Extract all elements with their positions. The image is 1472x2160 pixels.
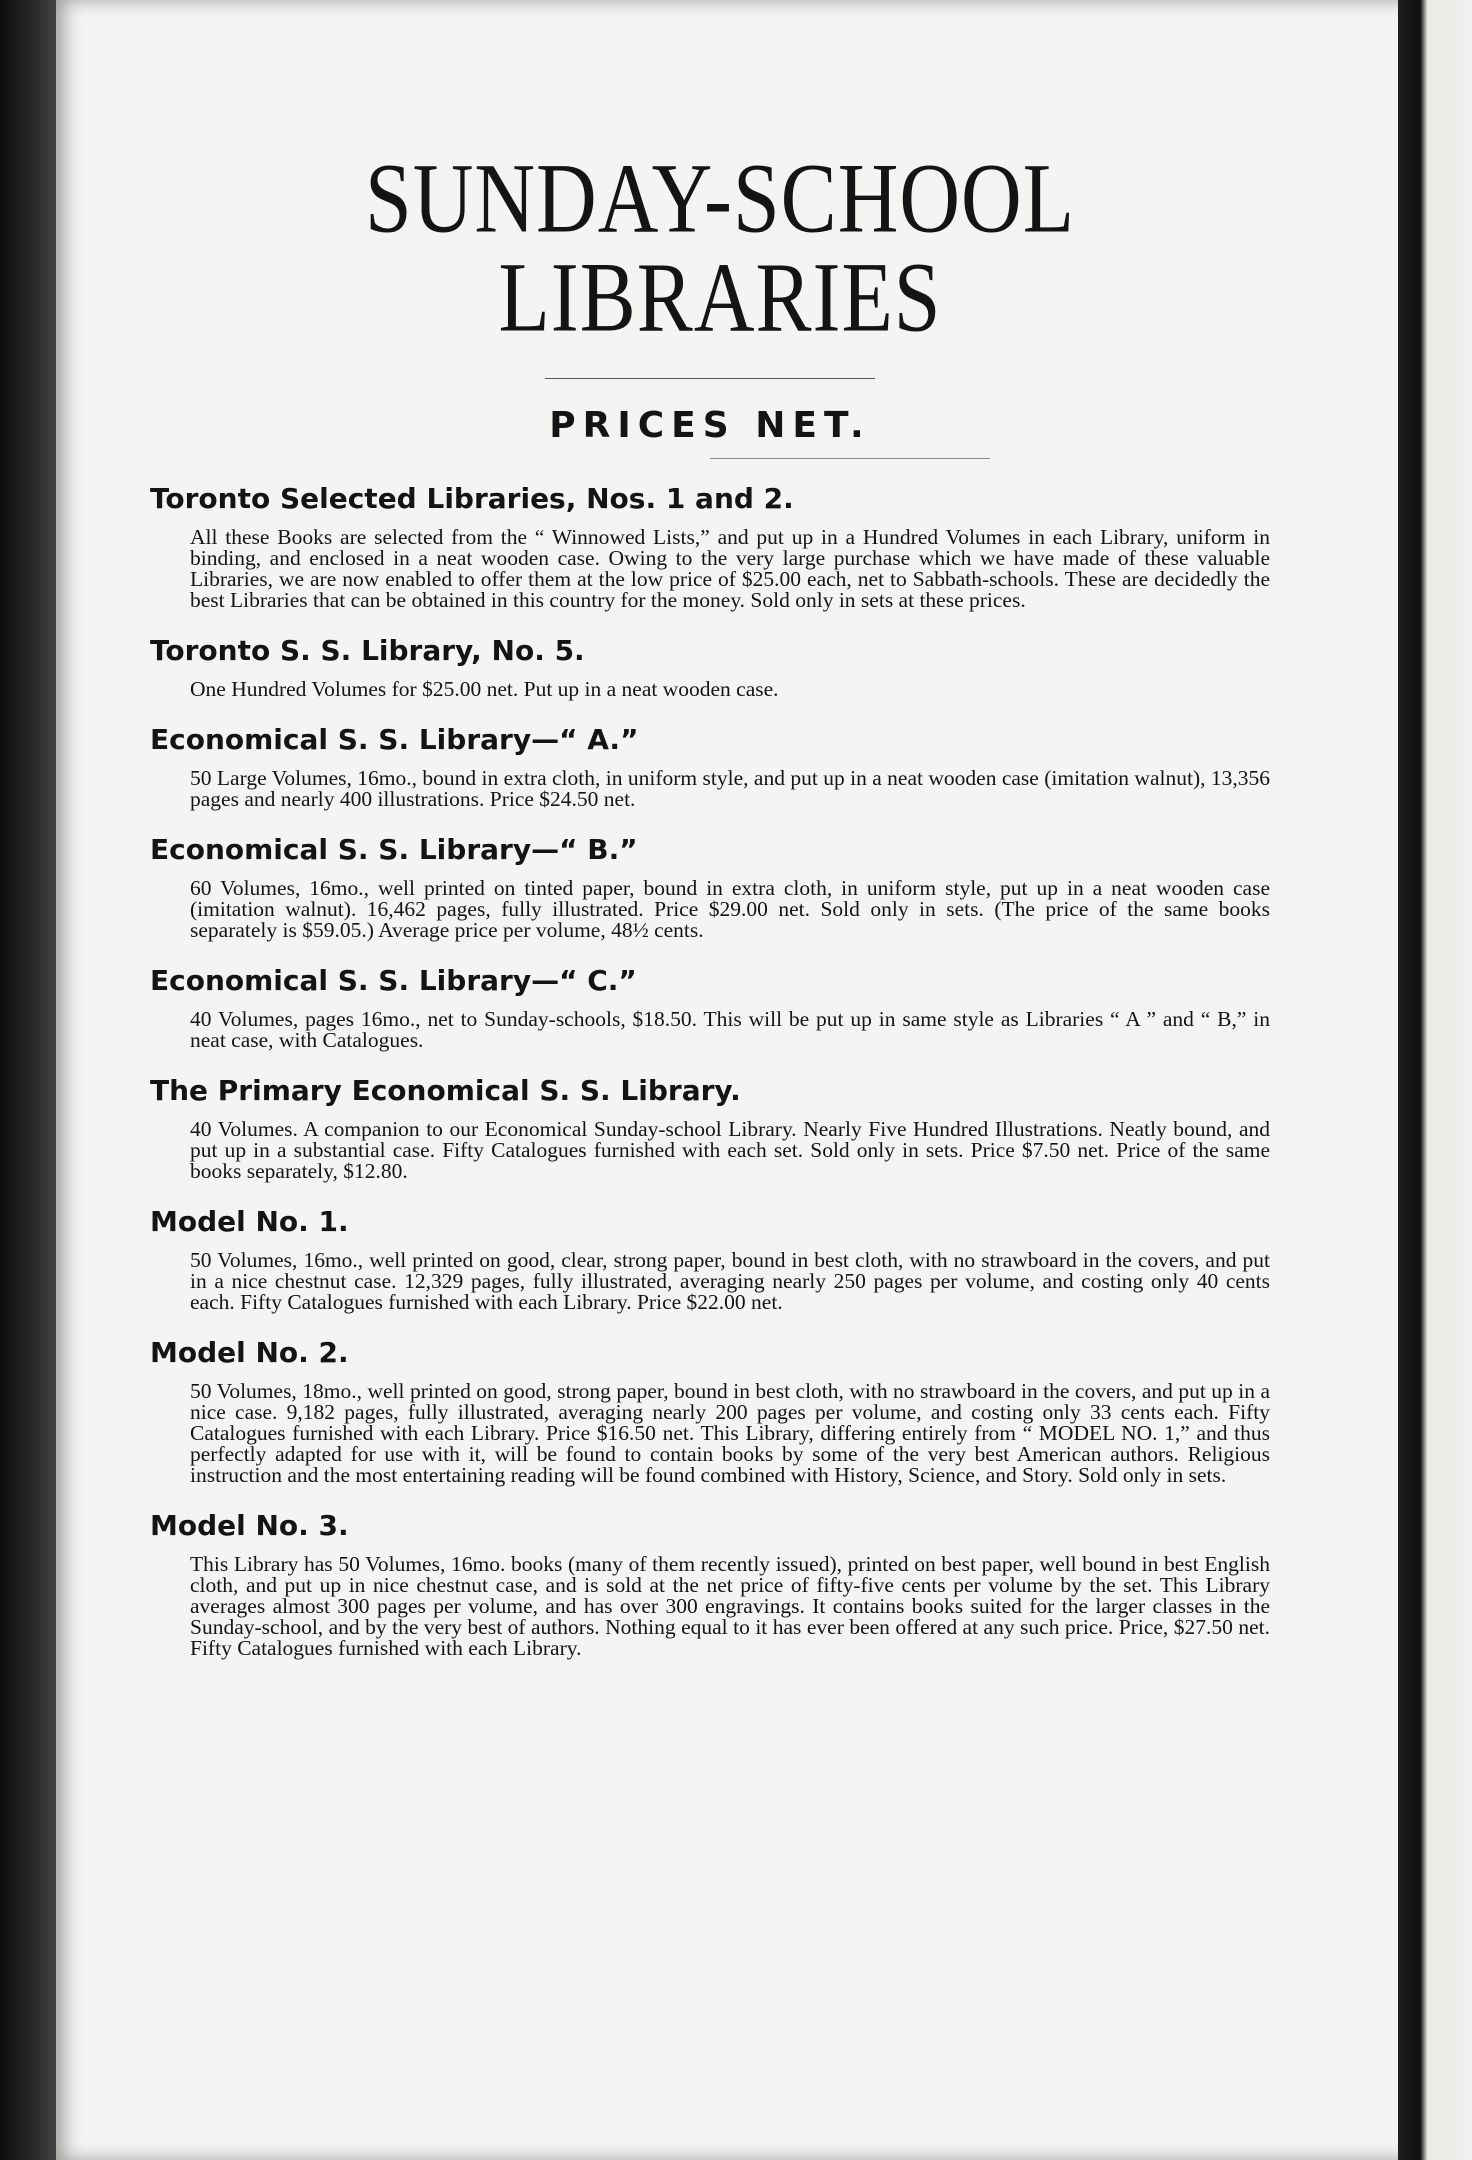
section-economical-a bbox=[150, 722, 1270, 810]
section-body: 50 Volumes, 18mo., well printed on good, strong paper, bound in best cloth, with no strawboard in the covers, and put up in a nice case. 9,182 pages, fully illustrated, averaging nearly 200 pages per volume, and costing only 33 cents each. Fifty Catalogues furnished with each Library. Price $16.50 net. This Library, differing entirely from “ MODEL NO. 1,” and thus perfectly adapted for use with it, will be found to contain books by some of the very best American authors. Religious instruction and the most entertaining reading will be found combined with History, Science, and Story. Sold only in sets. bbox=[190, 1379, 1270, 1487]
section-body: One Hundred Volumes for $25.00 net. Put up in a neat wooden case. bbox=[190, 677, 779, 701]
page-subtitle: PRICES NET. bbox=[549, 405, 871, 446]
section-primary-economical bbox=[150, 1073, 1270, 1182]
section-body: 40 Volumes. A companion to our Economical Sunday-school Library. Nearly Five Hundred Illustrations. Neatly bound, and put up in a substantial case. Fifty Catalogues furnished with each set. Sold only in sets. Price $7.50 net. Price of the same books separately, $12.80. bbox=[190, 1117, 1270, 1183]
page-title: SUNDAY-SCHOOL LIBRARIES bbox=[364, 144, 1076, 353]
section-economical-b bbox=[150, 832, 1270, 941]
section-heading: Economical S. S. Library—“ B.” bbox=[150, 833, 638, 866]
section-heading: Toronto S. S. Library, No. 5. bbox=[150, 634, 585, 667]
title-divider bbox=[545, 378, 875, 379]
section-toronto-selected bbox=[150, 481, 1270, 611]
section-economical-c bbox=[150, 963, 1270, 1051]
section-body: This Library has 50 Volumes, 16mo. books (many of them recently issued), printed on best paper, well bound in best English cloth, and put up in nice chestnut case, and is sold at the net price of fifty-five cents per volume by the set. This Library averages almost 300 pages per volume, and has over 300 engravings. It contains books suited for the larger classes in the Sunday-school, and by the very best of authors. Nothing equal to it has ever been offered at any such price. Price, $27.50 net. Fifty Catalogues furnished with each Library. bbox=[190, 1552, 1270, 1660]
section-model-2 bbox=[150, 1335, 1270, 1486]
section-body: 40 Volumes, pages 16mo., net to Sunday-schools, $18.50. This will be put up in same style as Libraries “ A ” and “ B,” in neat case, with Catalogues. bbox=[190, 1007, 1270, 1052]
section-body: 60 Volumes, 16mo., well printed on tinted paper, bound in extra cloth, in uniform style, put up in a neat wooden case (imitation walnut). 16,462 pages, fully illustrated. Price $29.00 net. Sold only in sets. (The price of the same books separately is $59.05.) Average price per volume, 48½ cents. bbox=[190, 876, 1270, 942]
section-heading: Model No. 2. bbox=[150, 1336, 349, 1369]
section-heading: Model No. 3. bbox=[150, 1509, 349, 1542]
scan-left-edge bbox=[0, 0, 62, 2160]
section-heading: Toronto Selected Libraries, Nos. 1 and 2. bbox=[150, 482, 794, 515]
section-heading: The Primary Economical S. S. Library. bbox=[150, 1074, 741, 1107]
subtitle-divider bbox=[710, 458, 990, 459]
section-heading: Economical S. S. Library—“ C.” bbox=[150, 964, 637, 997]
section-body: 50 Large Volumes, 16mo., bound in extra cloth, in uniform style, and put up in a neat wooden case (imitation walnut), 13,356 pages and nearly 400 illustrations. Price $24.50 net. bbox=[190, 766, 1270, 811]
page-content bbox=[150, 144, 1270, 1660]
scan-right-edge bbox=[1398, 0, 1472, 2160]
section-body: All these Books are selected from the “ Winnowed Lists,” and put up in a Hundred Volumes in each Library, uniform in binding, and enclosed in a neat wooden case. Owing to the very large purchase which we have made of these valuable Libraries, we are now enabled to offer them at the low price of $25.00 each, net to Sabbath-schools. These are decidedly the best Libraries that can be obtained in this country for the money. Sold only in sets at these prices. bbox=[190, 525, 1270, 612]
section-model-3 bbox=[150, 1508, 1270, 1659]
section-heading: Model No. 1. bbox=[150, 1205, 349, 1238]
section-model-1 bbox=[150, 1204, 1270, 1313]
section-toronto-no5 bbox=[150, 633, 1270, 700]
section-heading: Economical S. S. Library—“ A.” bbox=[150, 723, 639, 756]
section-body: 50 Volumes, 16mo., well printed on good, clear, strong paper, bound in best cloth, with no strawboard in the covers, and put in a nice chestnut case. 12,329 pages, fully illustrated, averaging nearly 250 pages per volume, and costing only 40 cents each. Fifty Catalogues furnished with each Library. Price $22.00 net. bbox=[190, 1248, 1270, 1314]
